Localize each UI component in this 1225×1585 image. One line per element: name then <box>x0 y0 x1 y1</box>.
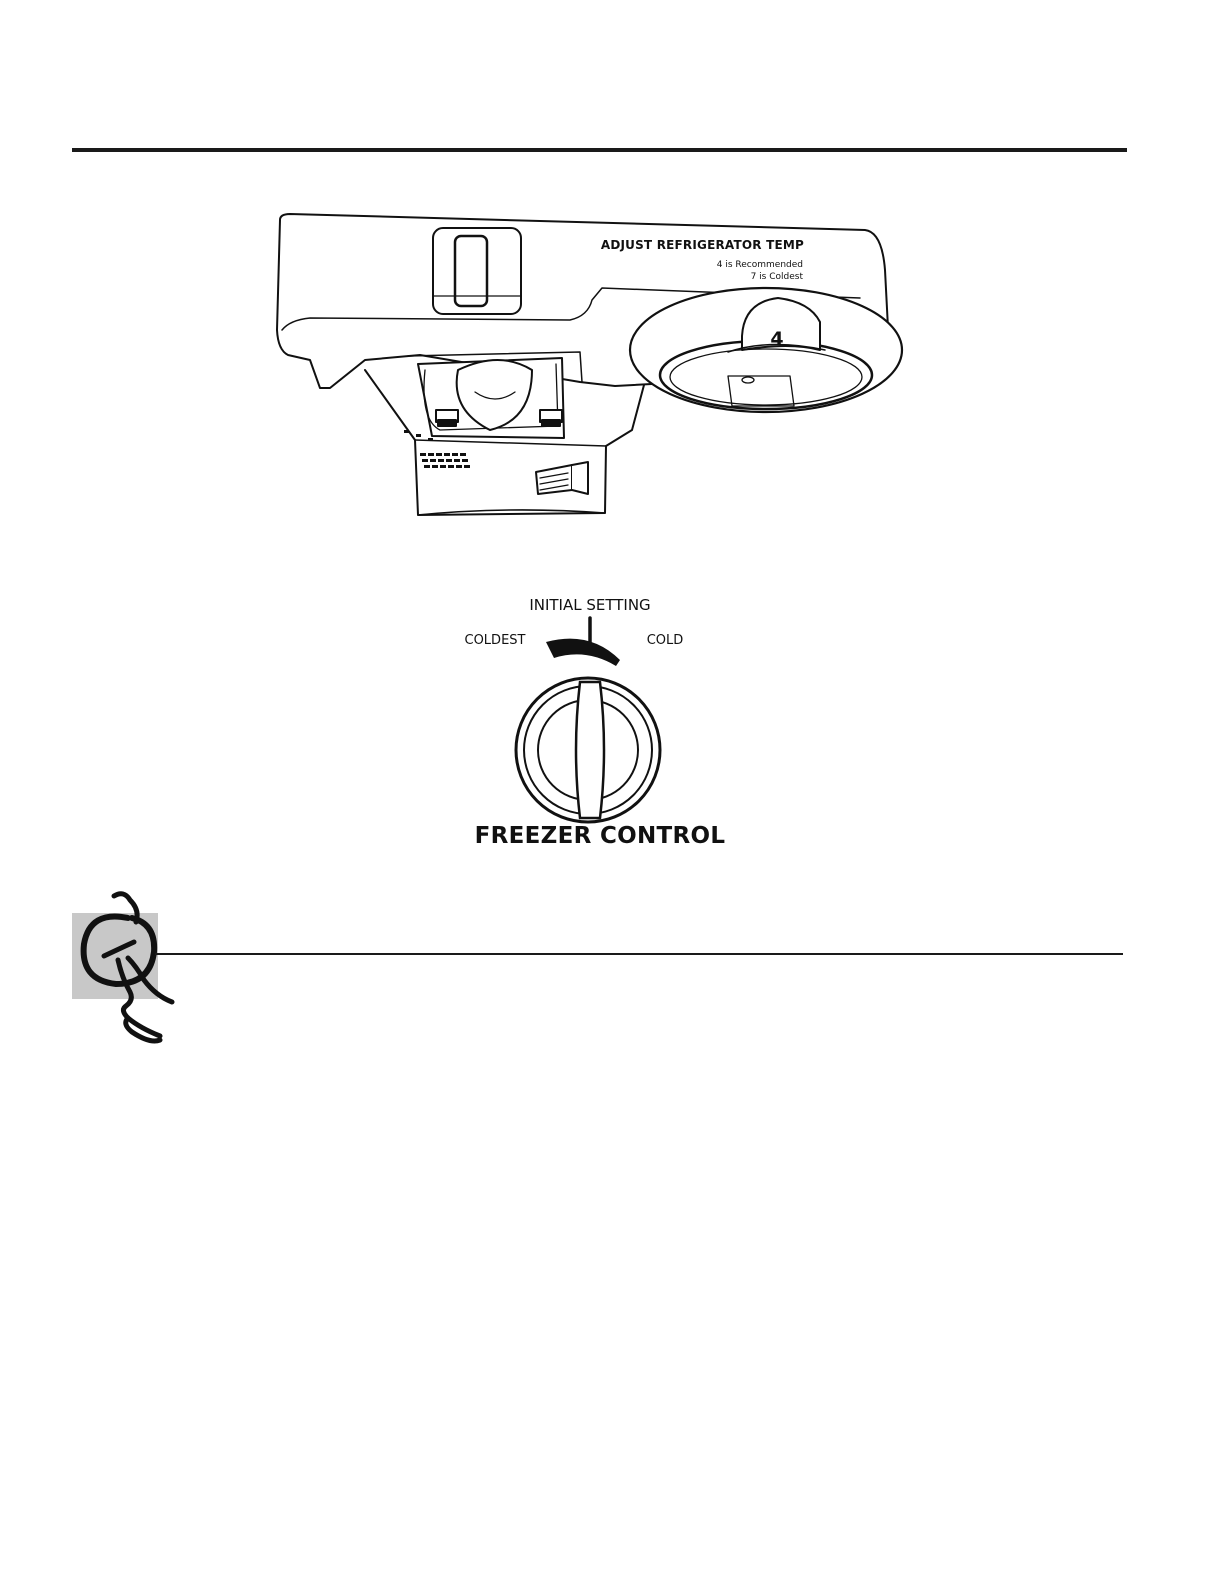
top-divider <box>72 148 1127 152</box>
cold-label: COLD <box>646 633 684 648</box>
coldest-label: COLDEST <box>464 633 526 648</box>
section-divider <box>155 953 1123 955</box>
freezer-control-label: FREEZER CONTROL <box>474 823 726 849</box>
panel-title: ADJUST REFRIGERATOR TEMP <box>600 238 804 252</box>
dial-setting-number: 4 <box>770 328 784 350</box>
initial-setting-label: INITIAL SETTING <box>529 596 651 614</box>
refrigerator-control-illustration <box>270 210 910 530</box>
recommended-note: 4 is Recommended <box>716 260 803 270</box>
hand-turning-dial-icon <box>70 888 190 1053</box>
coldest-note: 7 is Coldest <box>750 272 803 282</box>
